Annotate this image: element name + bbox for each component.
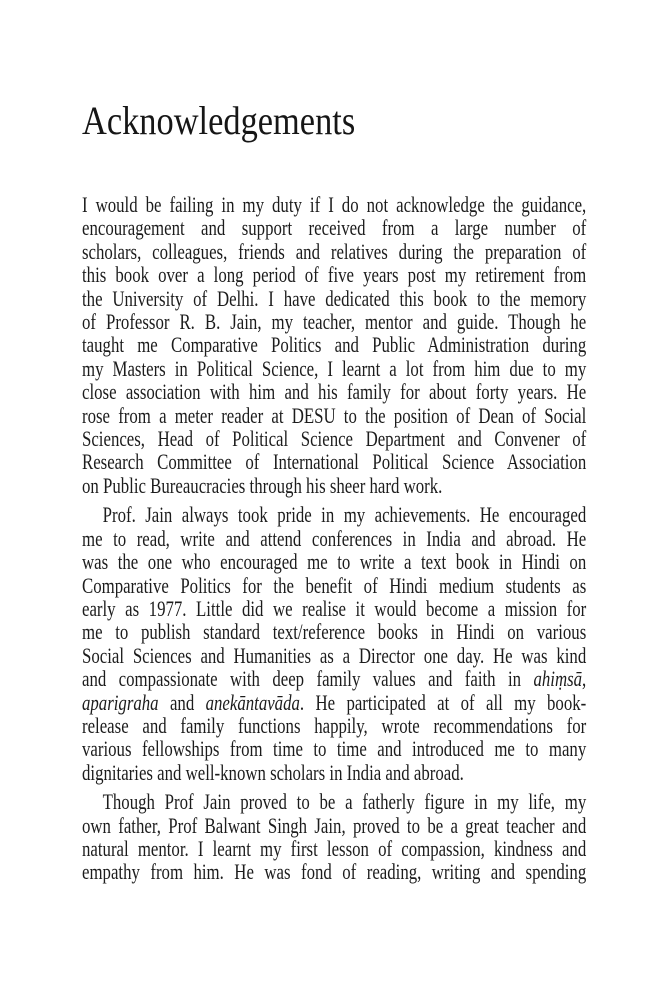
text-segment: was the one who encouraged me to write a text book in Hindi on xyxy=(82,549,587,575)
text-segment: Prof. Jain always took pride in my achievements. He encouraged xyxy=(102,502,587,528)
text-line xyxy=(82,333,586,356)
text-line xyxy=(82,620,586,643)
text-line xyxy=(82,790,586,813)
text-segment: empathy from him. He was fond of reading, writing and spending xyxy=(82,859,587,885)
text-line xyxy=(82,814,586,837)
text-segment: scholars, colleagues, friends and relatives during the preparation of xyxy=(82,238,587,264)
text-segment: Research Committee of International Political Science Association xyxy=(82,449,587,475)
paragraph-1 xyxy=(82,193,586,497)
page-body xyxy=(82,193,586,884)
text-line xyxy=(82,667,586,690)
text-line xyxy=(82,837,586,860)
text-segment: this book over a long period of five years post my retirement from xyxy=(82,262,587,288)
text-line xyxy=(82,193,586,216)
text-line xyxy=(82,474,586,497)
paragraph-2 xyxy=(82,503,586,784)
text-line xyxy=(82,550,586,573)
text-segment: encouragement and support received from a large number of xyxy=(82,215,587,241)
text-line xyxy=(82,574,586,597)
text-line xyxy=(82,380,586,403)
text-segment: the University of Delhi. I have dedicated this book to the memory xyxy=(82,285,587,311)
page-title: Acknowledgements xyxy=(82,98,356,143)
text-line xyxy=(82,263,586,286)
text-segment: Social Sciences and Humanities as a Director one day. He was kind xyxy=(82,642,587,668)
text-segment: dignitaries and well-known scholars in India and abroad. xyxy=(82,759,464,785)
text-segment: rose from a meter reader at DESU to the position of Dean of Social xyxy=(82,402,587,428)
paragraph-3 xyxy=(82,790,586,884)
text-line xyxy=(82,644,586,667)
text-line xyxy=(82,310,586,333)
text-segment: early as 1977. Little did we realise it would become a mission for xyxy=(82,595,587,621)
italic-term: aparigraha xyxy=(82,689,159,715)
text-line xyxy=(82,216,586,239)
text-line xyxy=(82,737,586,760)
text-segment: my Masters in Political Science, I learnt a lot from him due to my xyxy=(82,355,587,381)
text-segment: close association with him and his family for about forty years. He xyxy=(82,379,587,405)
italic-term: ahiṃsā xyxy=(533,666,583,692)
text-segment: of Professor R. B. Jain, my teacher, mentor and guide. Though he xyxy=(82,309,587,335)
text-line xyxy=(82,527,586,550)
text-line xyxy=(82,357,586,380)
text-line xyxy=(82,450,586,473)
text-segment: and compassionate with deep family values and faith in xyxy=(82,666,534,692)
text-segment: release and family functions happily, wrote recommendations for xyxy=(82,712,587,738)
text-segment: . He participated at of all my book- xyxy=(299,689,587,715)
text-segment: taught me Comparative Politics and Public Administration during xyxy=(82,332,587,358)
text-segment: own father, Prof Balwant Singh Jain, proved to be a great teacher and xyxy=(82,812,587,838)
text-segment: Sciences, Head of Political Science Department and Convener of xyxy=(82,426,587,452)
text-segment: I would be failing in my duty if I do not acknowledge the guidance, xyxy=(82,192,587,217)
text-segment: various fellowships from time to time and introduced me to many xyxy=(82,736,587,762)
text-line xyxy=(82,404,586,427)
text-line xyxy=(82,761,586,784)
text-segment: Comparative Politics for the benefit of Hindi medium students as xyxy=(82,572,587,598)
text-line xyxy=(82,597,586,620)
text-segment: Though Prof Jain proved to be a fatherly figure in my life, my xyxy=(102,789,587,815)
italic-term: anekāntavāda xyxy=(205,689,300,715)
text-line xyxy=(82,714,586,737)
text-line xyxy=(82,860,586,883)
text-segment: on Public Bureaucracies through his sheer hard work. xyxy=(82,472,443,498)
text-line xyxy=(82,287,586,310)
text-segment: me to publish standard text/reference books in Hindi on various xyxy=(82,619,587,645)
text-segment: and xyxy=(158,689,206,715)
text-line xyxy=(82,240,586,263)
text-line xyxy=(82,691,586,714)
text-segment: , xyxy=(582,666,587,692)
text-segment: me to read, write and attend conferences in India and abroad. He xyxy=(82,525,587,551)
text-segment: natural mentor. I learnt my first lesson of compassion, kindness and xyxy=(82,835,587,861)
text-line xyxy=(82,503,586,526)
text-line xyxy=(82,427,586,450)
